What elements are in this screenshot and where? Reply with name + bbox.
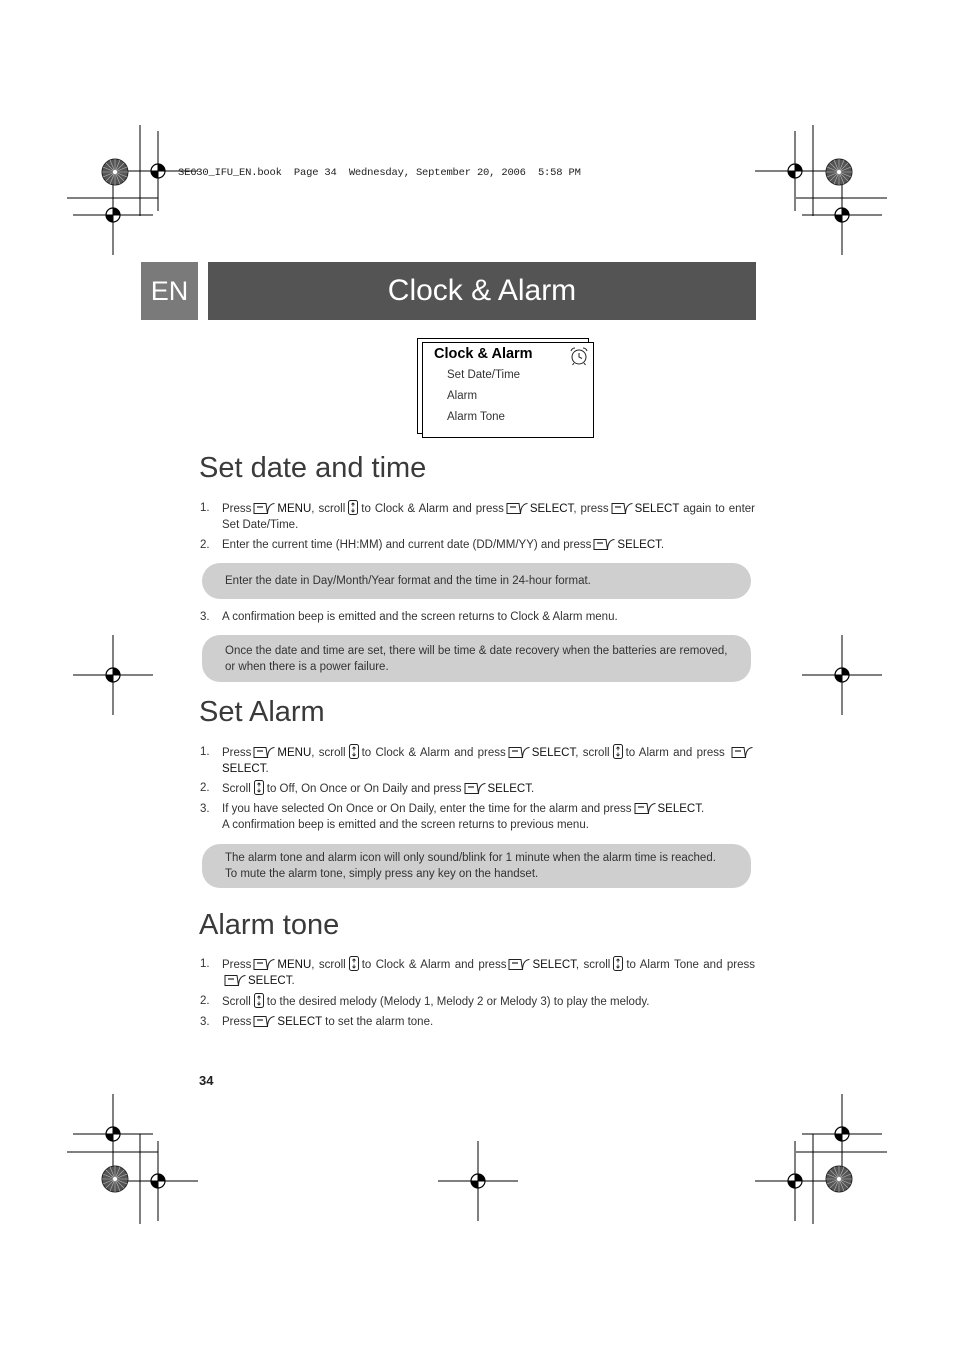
scroll-key-icon xyxy=(613,744,623,759)
list-item: 2. Enter the current time (HH:MM) and current date (DD/MM/YY) and press SELECT. xyxy=(200,539,665,551)
section-heading-alarm-tone: Alarm tone xyxy=(199,909,340,941)
softkey-icon xyxy=(253,747,275,758)
softkey-icon xyxy=(506,503,528,514)
note-box: Once the date and time are set, there will be time & date recovery when the batteries are removed, or when there is a power failure. xyxy=(202,635,751,682)
softkey-icon xyxy=(731,747,753,758)
list-item: 2. Scroll to Off, On Once or On Daily and press SELECT. xyxy=(200,782,535,795)
alarm-clock-icon xyxy=(569,346,589,366)
softkey-icon xyxy=(224,975,246,986)
language-tab: EN xyxy=(141,262,198,320)
screen-item-alarm: Alarm xyxy=(447,390,478,402)
screen-item-set-date-time: Set Date/Time xyxy=(447,369,521,381)
section-heading-alarm: Set Alarm xyxy=(199,696,325,728)
print-header: SE630_IFU_EN.book Page 34 Wednesday, September 20, 2006 5:58 PM xyxy=(178,167,581,179)
scroll-key-icon xyxy=(349,956,359,971)
color-rosette-icon xyxy=(101,1165,129,1193)
page-number: 34 xyxy=(199,1073,214,1088)
softkey-icon xyxy=(611,503,633,514)
softkey-icon xyxy=(593,539,615,550)
chapter-title: Clock & Alarm xyxy=(208,262,756,320)
softkey-icon xyxy=(464,783,486,794)
screen-title: Clock & Alarm xyxy=(434,346,533,362)
list-item: 3. A confirmation beep is emitted and the screen returns to Clock & Alarm menu. xyxy=(200,611,618,623)
softkey-icon xyxy=(634,803,656,814)
softkey-icon xyxy=(508,959,530,970)
scroll-key-icon xyxy=(254,993,264,1008)
list-item: 3. If you have selected On Once or On Daily, enter the time for the alarm and press SELECT. A confirmation beep is emitted and the screen returns to previous menu. xyxy=(200,803,705,831)
list-item: 1. Press MENU, scroll to Clock & Alarm and press SELECT, press SELECT again to enter Set Date/Time. xyxy=(200,502,755,531)
softkey-icon xyxy=(253,1016,275,1027)
note-box: Enter the date in Day/Month/Year format and the time in 24-hour format. xyxy=(202,563,751,599)
scroll-key-icon xyxy=(349,744,359,759)
phone-screen-mockup xyxy=(422,342,594,438)
note-box: The alarm tone and alarm icon will only sound/blink for 1 minute when the alarm time is reached. To mute the alarm tone, simply press any key on the handset. xyxy=(202,844,751,888)
scroll-key-icon xyxy=(613,956,623,971)
scroll-key-icon xyxy=(348,500,358,515)
list-item: 1. Press MENU, scroll to Clock & Alarm and press SELECT, scroll to Alarm and press SELECT. xyxy=(200,744,755,777)
softkey-icon xyxy=(508,747,530,758)
color-rosette-icon xyxy=(825,1165,853,1193)
list-item: 2. Scroll to the desired melody (Melody 1, Melody 2 or Melody 3) to play the melody. xyxy=(200,995,650,1008)
section-heading-date-time: Set date and time xyxy=(199,452,427,484)
softkey-icon xyxy=(253,959,275,970)
scroll-key-icon xyxy=(254,780,264,795)
list-item: 3. Press SELECT to set the alarm tone. xyxy=(200,1016,434,1028)
color-rosette-icon xyxy=(101,158,129,186)
softkey-icon xyxy=(253,503,275,514)
screen-item-alarm-tone: Alarm Tone xyxy=(447,411,505,423)
list-item: 1. Press MENU, scroll to Clock & Alarm and press SELECT, scroll to Alarm Tone and pressSELECT. xyxy=(200,958,755,987)
color-rosette-icon xyxy=(825,158,853,186)
